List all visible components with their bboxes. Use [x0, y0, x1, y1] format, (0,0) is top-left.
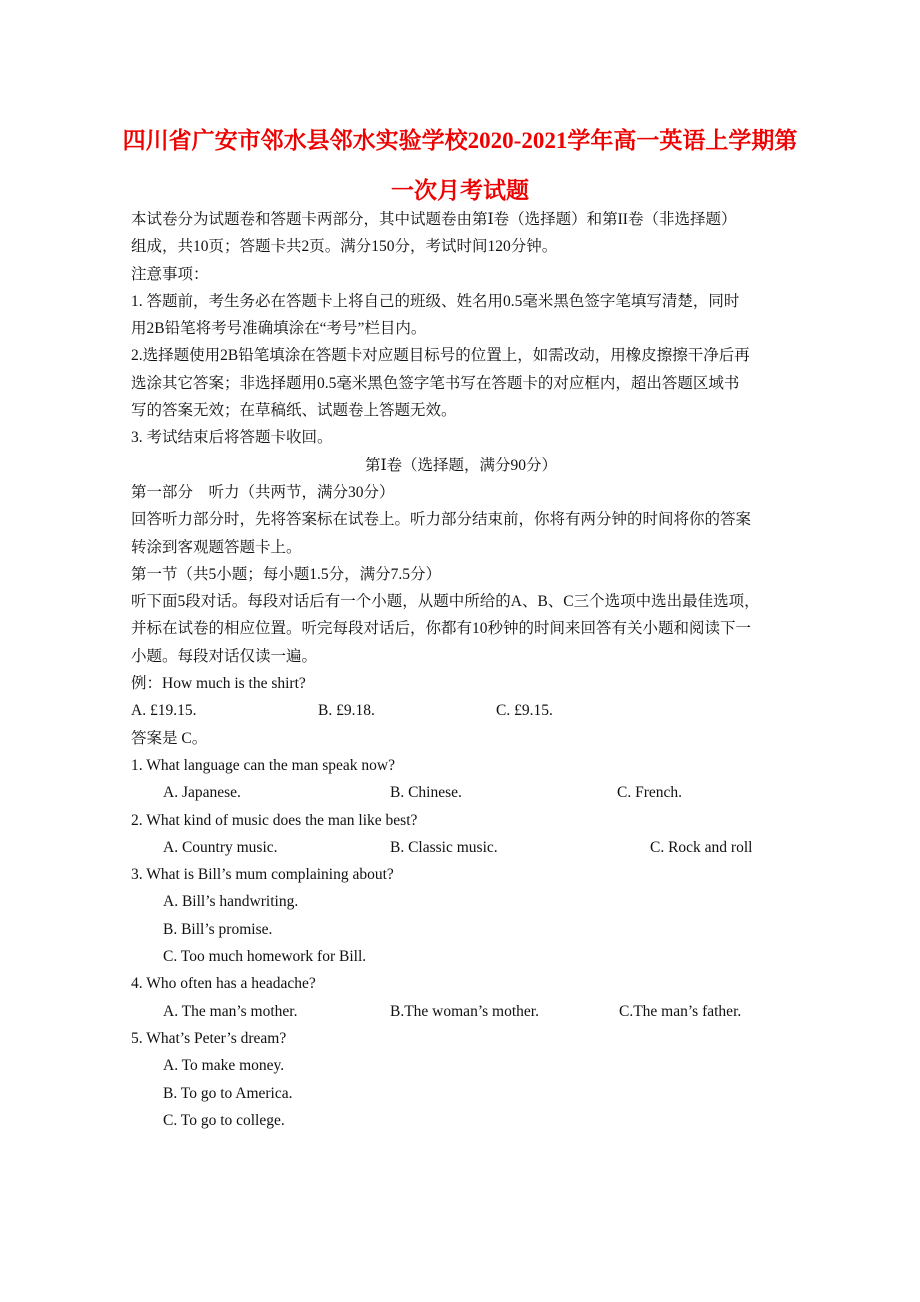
option-c: C. £9.15.: [496, 702, 553, 720]
notice-line: 选涂其它答案；非选择题用0.5毫米黑色签字笔书写在答题卡的对应框内，超出答题区域书: [131, 374, 740, 392]
volume-heading: 第Ⅰ卷（选择题，满分90分）: [364, 456, 558, 474]
notice-line: 2.选择题使用2B铅笔填涂在答题卡对应题目标号的位置上，如需改动，用橡皮擦擦干净后再: [131, 347, 750, 365]
intro-line: 本试卷分为试题卷和答题卡两部分，其中试题卷由第Ⅰ卷（选择题）和第II卷（非选择题）: [131, 211, 737, 228]
document-body: [131, 206, 791, 1134]
question: 3. What is Bill’s mum complaining about?: [131, 866, 394, 884]
option-c: C. Too much homework for Bill.: [163, 948, 367, 966]
section-instructions: 小题。每段对话仅读一遍。: [131, 647, 318, 665]
option-b: B. To go to America.: [163, 1084, 293, 1102]
question: 4. Who often has a headache?: [131, 975, 316, 993]
option-b: B. £9.18.: [318, 702, 375, 720]
notice-line: 写的答案无效；在草稿纸、试题卷上答题无效。: [131, 402, 457, 420]
option-b: B. Bill’s promise.: [163, 920, 273, 938]
part-heading: 第一部分 听力（共两节，满分30分）: [131, 483, 395, 501]
section-heading: 第一节（共5小题；每小题1.5分，满分7.5分）: [131, 565, 442, 583]
option-c: C. French.: [617, 784, 683, 802]
example-answer: 答案是 C。: [131, 729, 208, 747]
notice-line: 用2B铅笔将考号准确填涂在“考号”栏目内。: [131, 320, 427, 338]
question: 2. What kind of music does the man like best?: [131, 811, 418, 829]
option-c: C. To go to college.: [163, 1111, 285, 1129]
notice-line: 3. 考试结束后将答题卡收回。: [131, 429, 333, 447]
notice-heading: 注意事项：: [131, 265, 209, 283]
intro-line: 组成，共10页；答题卡共2页。满分150分，考试时间120分钟。: [131, 238, 558, 256]
option-b: B. Chinese.: [390, 784, 462, 802]
option-a: A. Japanese.: [163, 784, 241, 802]
option-a: A. The man’s mother.: [163, 1002, 298, 1020]
option-a: A. Bill’s handwriting.: [163, 893, 299, 911]
example-question: 例：How much is the shirt?: [131, 675, 306, 693]
part-instructions: 转涂到客观题答题卡上。: [131, 538, 302, 556]
question-options: [131, 998, 791, 1025]
option-a: A. Country music.: [163, 838, 278, 856]
question: 5. What’s Peter’s dream?: [131, 1029, 287, 1047]
question-options: [131, 779, 791, 806]
section-instructions: 并标在试卷的相应位置。听完每段对话后，你都有10秒钟的时间来回答有关小题和阅读下一: [131, 620, 752, 638]
option-b: B.The woman’s mother.: [390, 1002, 539, 1020]
option-b: B. Classic music.: [390, 838, 498, 856]
option-c: C. Rock and roll: [650, 838, 753, 856]
document-title-line-2: 一次月考试题: [391, 178, 529, 203]
option-a: A. To make money.: [163, 1057, 285, 1075]
question: 1. What language can the man speak now?: [131, 756, 395, 774]
question-options: [131, 834, 791, 861]
notice-line: 1. 答题前，考生务必在答题卡上将自己的班级、姓名用0.5毫米黑色签字笔填写清楚，同时: [131, 292, 740, 310]
example-options: [131, 697, 791, 724]
part-instructions: 回答听力部分时，先将答案标在试卷上。听力部分结束前，你将有两分钟的时间将你的答案: [131, 511, 752, 529]
option-a: A. £19.15.: [131, 702, 197, 720]
document-title-line-1: 四川省广安市邻水县邻水实验学校2020-2021学年高一英语上学期第: [122, 128, 798, 153]
section-instructions: 听下面5段对话。每段对话后有一个小题，从题中所给的A、B、C三个选项中选出最佳选项，: [131, 593, 760, 611]
option-c: C.The man’s father.: [619, 1002, 742, 1020]
